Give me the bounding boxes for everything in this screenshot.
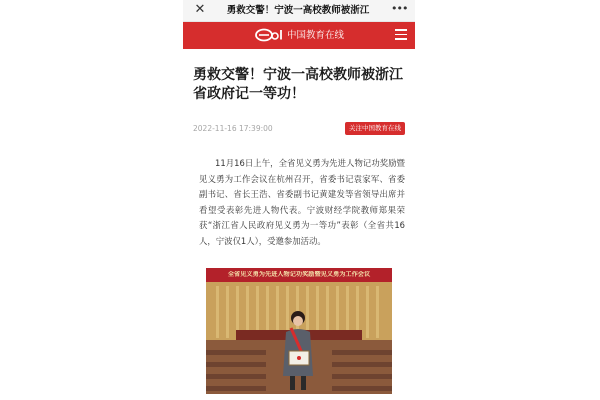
menu-icon — [395, 29, 407, 31]
webview-top-bar — [183, 0, 415, 22]
more-icon: ••• — [391, 2, 408, 15]
site-header — [183, 22, 415, 49]
article-paragraph: 11月16日上午，全省见义勇为先进人物记功奖励暨见义勇为工作会议在杭州召开，省委书记袁家军、省委副书记、省长王浩、省委副书记黄建发等省领导出席并看望受表彰先进人物代表。宁波财经学院教师郑果荣获“浙江省人民政府见义勇为一等功”表彰（全省共16人，宁波仅1人），受邀参加活动。 — [199, 158, 405, 246]
menu-icon-line — [395, 38, 407, 40]
article-headline: 勇救交警！宁波一高校教师被浙江省政府记一等功！ — [193, 67, 403, 102]
photo-banner-text: 全省见义勇为先进人物记功奖励暨见义勇为工作会议 — [227, 271, 371, 278]
article-timestamp: 2022-11-16 17:39:00 — [193, 124, 273, 133]
eol-logo-icon[interactable] — [255, 27, 285, 43]
menu-icon-line — [395, 34, 407, 36]
article-photo[interactable] — [206, 268, 392, 394]
more-button[interactable] — [391, 3, 407, 17]
brand-name: 中国教育在线 — [287, 30, 345, 41]
follow-button[interactable]: 关注中国教育在线 — [345, 122, 405, 135]
mobile-webview — [183, 0, 415, 400]
close-icon: ✕ — [194, 2, 206, 17]
close-button[interactable] — [193, 3, 207, 17]
article-photo-illustration — [206, 268, 392, 394]
page-title: 勇救交警！宁波一高校教师被浙江 — [226, 5, 370, 16]
menu-button[interactable] — [395, 29, 407, 41]
